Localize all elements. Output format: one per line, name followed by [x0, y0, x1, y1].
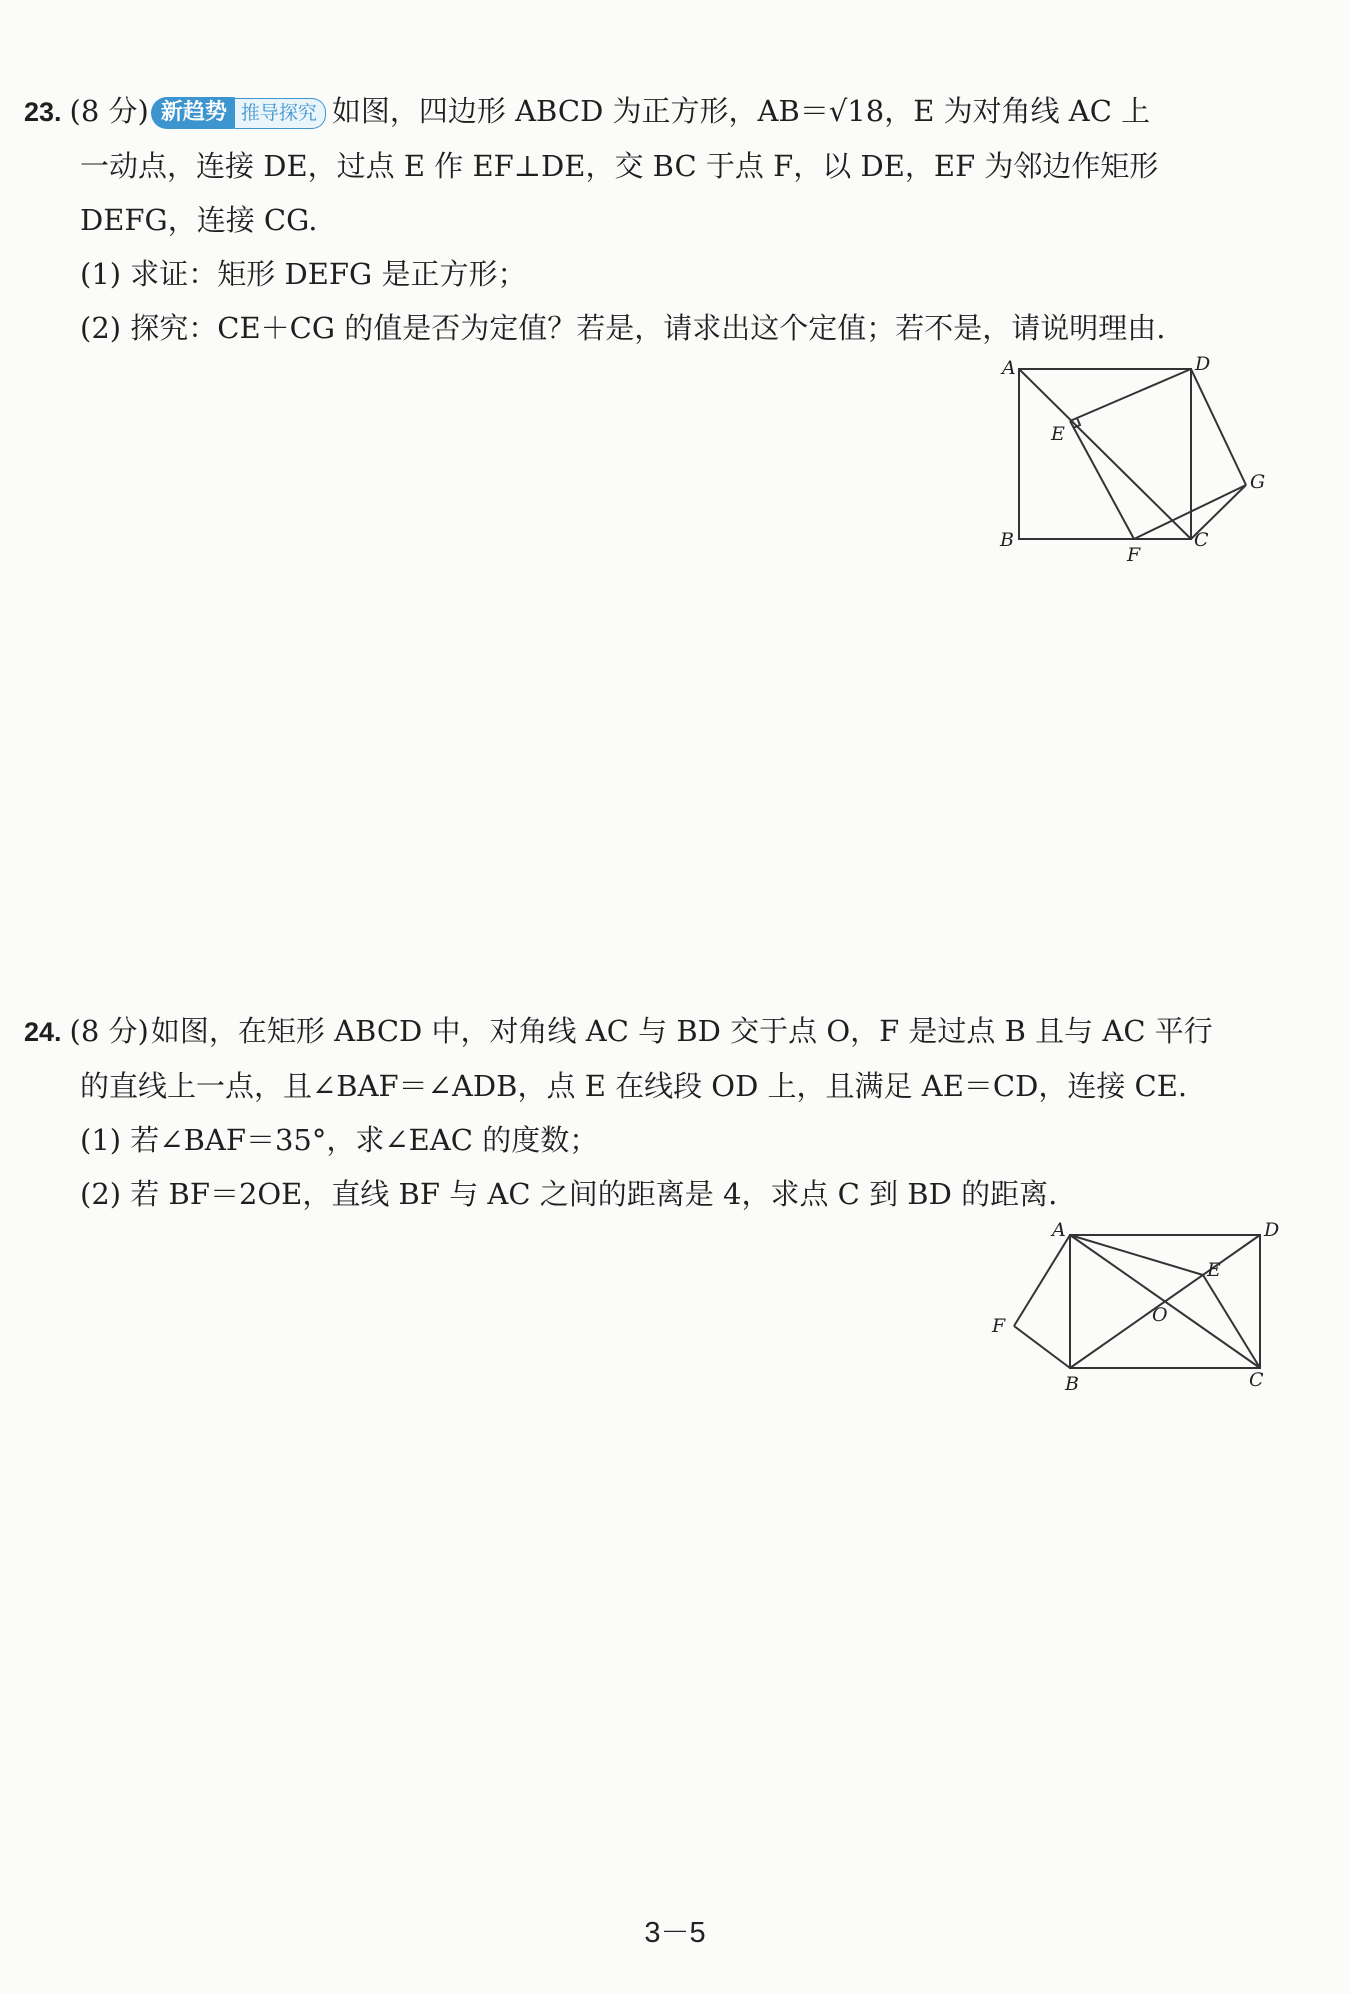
- segment-ae: [1070, 1235, 1203, 1275]
- problem-23: [24, 82, 1314, 355]
- problem-24: [24, 1004, 1314, 1221]
- figure-24: [985, 1219, 1285, 1398]
- label-g: G: [1250, 471, 1266, 493]
- problem-24-line-1: [24, 1004, 1314, 1059]
- label-o: O: [1152, 1304, 1168, 1326]
- label-d: D: [1195, 353, 1211, 375]
- segment-af: [1014, 1235, 1070, 1326]
- problem-text: 一动点，连接 DE，过点 E 作 EF⊥DE，交 BC 于点 F，以 DE，EF 为邻边作矩形: [80, 149, 1159, 183]
- problem-text: 如图，在矩形 ABCD 中，对角线 AC 与 BD 交于点 O，F 是过点 B 且与 AC 平行: [150, 1014, 1213, 1048]
- problem-number: 23.: [24, 97, 62, 127]
- problem-text: 的直线上一点，且∠BAF＝∠ADB，点 E 在线段 OD 上，且满足 AE＝CD，连接 CE.: [80, 1069, 1188, 1103]
- label-b: B: [1065, 1373, 1079, 1395]
- segment-ef: [1070, 421, 1134, 539]
- segment-fb: [1014, 1326, 1070, 1368]
- diagonal-ac: [1019, 369, 1191, 539]
- sub-question: (1) 若∠BAF＝35°，求∠EAC 的度数；: [80, 1123, 599, 1157]
- page-number: 3－5: [644, 1917, 706, 1949]
- figure-23: [994, 352, 1284, 572]
- label-c: C: [1249, 1369, 1264, 1391]
- problem-text: DEFG，连接 CG.: [80, 203, 318, 237]
- sub-question: (1) 求证：矩形 DEFG 是正方形；: [80, 257, 527, 291]
- problem-number: 24.: [24, 1017, 62, 1047]
- rectangle-diagram: [985, 1219, 1285, 1398]
- label-b: B: [1000, 529, 1014, 551]
- square-diagram: [994, 352, 1284, 572]
- segment-ce: [1203, 1275, 1260, 1368]
- label-c: C: [1194, 529, 1209, 551]
- segment-gd: [1191, 369, 1246, 485]
- segment-de: [1070, 369, 1191, 421]
- label-f: F: [992, 1315, 1006, 1337]
- problem-23-line-1: [24, 82, 1314, 139]
- sub-question: (2) 探究：CE＋CG 的值是否为定值？若是，请求出这个定值；若不是，请说明理由.: [80, 311, 1166, 345]
- label-e: E: [1051, 423, 1065, 445]
- label-a: A: [1002, 357, 1016, 379]
- trend-badge: [151, 82, 326, 136]
- badge-sub-label: 推导探究: [235, 98, 326, 129]
- badge-main-label: 新趋势: [151, 97, 237, 129]
- label-e: E: [1207, 1259, 1221, 1281]
- label-a: A: [1052, 1219, 1066, 1241]
- label-d: D: [1264, 1219, 1280, 1241]
- problem-score: (8 分): [69, 94, 149, 128]
- problem-score: (8 分): [69, 1014, 149, 1048]
- label-f: F: [1127, 544, 1141, 566]
- sub-question: (2) 若 BF＝2OE，直线 BF 与 AC 之间的距离是 4，求点 C 到 BD 的距离.: [80, 1177, 1058, 1211]
- problem-text: 如图，四边形 ABCD 为正方形，AB＝√18，E 为对角线 AC 上: [331, 94, 1151, 128]
